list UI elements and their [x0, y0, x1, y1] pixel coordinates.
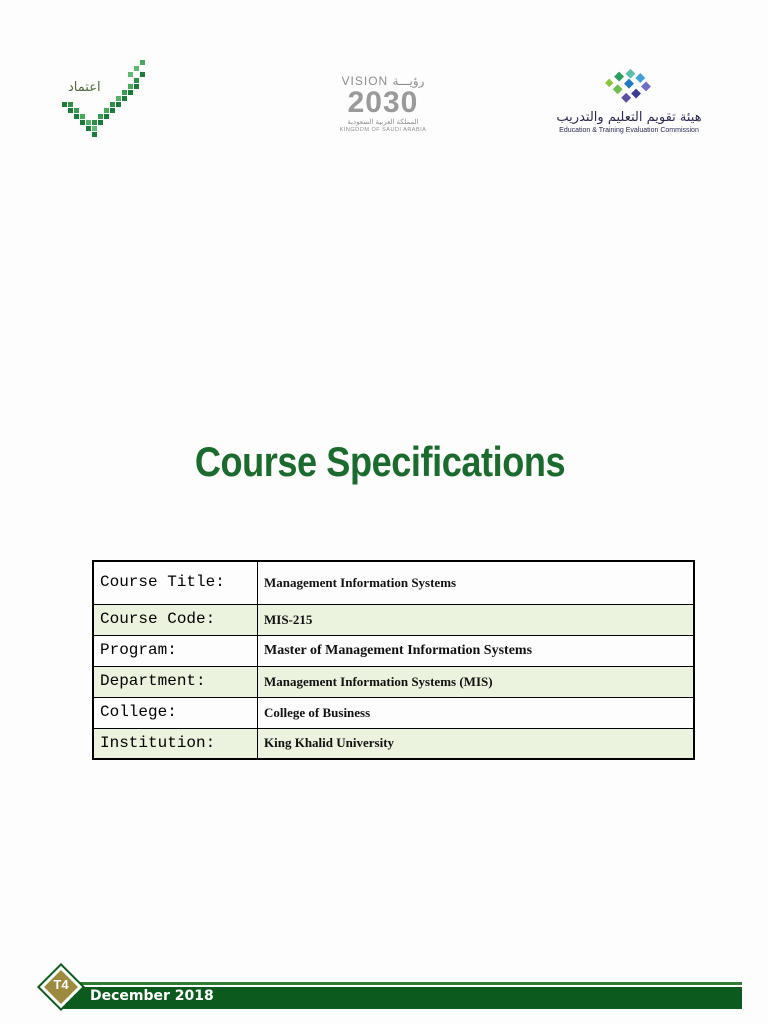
spec-label: College: — [93, 697, 258, 728]
etec-logo — [556, 68, 702, 138]
spec-value: Master of Management Information Systems — [258, 635, 695, 666]
spec-value: College of Business — [258, 697, 695, 728]
vision-2030-logo — [333, 74, 433, 140]
spec-label: Department: — [93, 666, 258, 697]
etimad-text: اعتماد — [68, 80, 101, 95]
spec-row-program — [93, 635, 694, 666]
footer-divider — [62, 982, 742, 985]
footer-date: December 2018 — [90, 988, 214, 1004]
spec-value: Management Information Systems — [258, 561, 695, 604]
spec-value: MIS-215 — [258, 604, 695, 635]
vision-subtitle-en: KINGDOM OF SAUDI ARABIA — [339, 127, 427, 133]
vision-subtitle-ar: المملكة العربية السعودية — [347, 119, 419, 126]
page-title: Course Specifications — [194, 438, 566, 485]
spec-row-college — [93, 697, 694, 728]
etec-leaf-icon — [556, 68, 702, 110]
t4-badge-label: T4 — [53, 977, 69, 992]
spec-row-course-title — [93, 561, 694, 604]
etimad-logo — [58, 58, 150, 140]
spec-row-department — [93, 666, 694, 697]
etimad-checkmark-icon — [58, 58, 150, 140]
course-spec-table — [92, 560, 695, 760]
spec-label: Course Title: — [93, 561, 258, 604]
vision-year: 2030 — [347, 86, 419, 119]
spec-row-institution — [93, 728, 694, 759]
spec-label: Program: — [93, 635, 258, 666]
etec-name-en: Education & Training Evaluation Commission — [559, 127, 699, 134]
vision-label: VISION رؤيـــة — [341, 74, 425, 88]
etec-name-ar: هيئة تقويم التعليم والتدريب — [556, 110, 702, 125]
spec-value: King Khalid University — [258, 728, 695, 759]
spec-row-course-code — [93, 604, 694, 635]
spec-label: Institution: — [93, 728, 258, 759]
spec-label: Course Code: — [93, 604, 258, 635]
spec-value: Management Information Systems (MIS) — [258, 666, 695, 697]
